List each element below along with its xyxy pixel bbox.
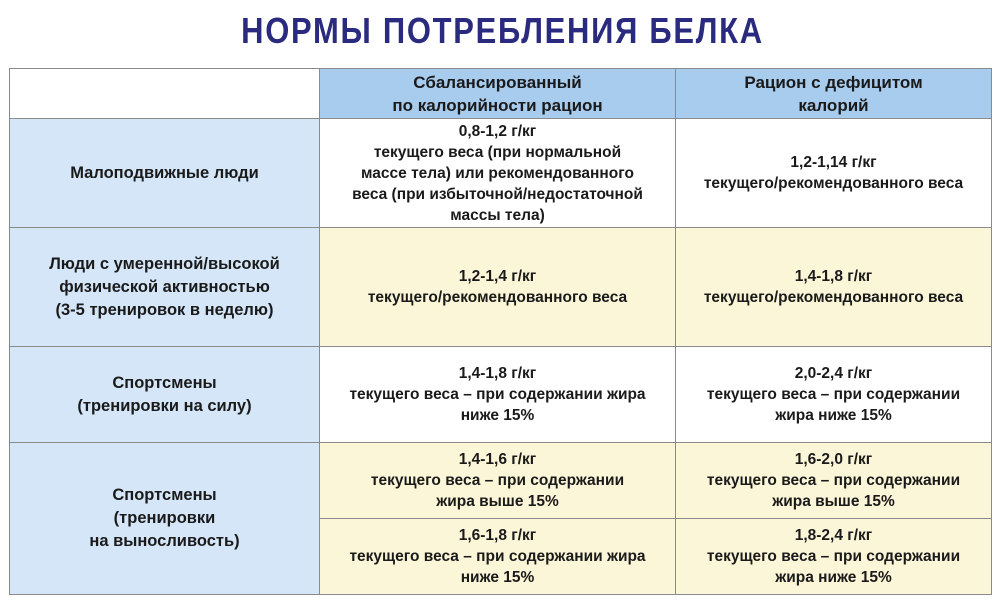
cell-active-deficit: 1,4-1,8 г/кг текущего/рекомендованного веса xyxy=(676,228,992,347)
cell-active-balanced: 1,2-1,4 г/кг текущего/рекомендованного веса xyxy=(320,228,676,347)
row-label-active: Люди с умеренной/высокой физической активностью (3-5 тренировок в неделю) xyxy=(10,228,320,347)
table-row-sedentary xyxy=(10,119,992,228)
header-corner-cell xyxy=(10,69,320,119)
cell-strength-deficit: 2,0-2,4 г/кг текущего веса – при содержании жира ниже 15% xyxy=(676,347,992,443)
table-header-row xyxy=(10,69,992,119)
header-balanced-diet: Сбалансированный по калорийности рацион xyxy=(320,69,676,119)
table-row-active xyxy=(10,228,992,347)
cell-endurance-low-fat-balanced: 1,6-1,8 г/кг текущего веса – при содержании жира ниже 15% xyxy=(320,519,676,595)
page-title: НОРМЫ ПОТРЕБЛЕНИЯ БЕЛКА xyxy=(241,10,764,51)
cell-sedentary-deficit: 1,2-1,14 г/кг текущего/рекомендованного веса xyxy=(676,119,992,228)
header-calorie-deficit: Рацион с дефицитом калорий xyxy=(676,69,992,119)
row-label-endurance: Спортсмены (тренировки на выносливость) xyxy=(10,443,320,595)
protein-norms-table xyxy=(9,68,992,595)
cell-endurance-low-fat-deficit: 1,8-2,4 г/кг текущего веса – при содержании жира ниже 15% xyxy=(676,519,992,595)
cell-strength-balanced: 1,4-1,8 г/кг текущего веса – при содержании жира ниже 15% xyxy=(320,347,676,443)
table-row-strength xyxy=(10,347,992,443)
row-label-sedentary: Малоподвижные люди xyxy=(10,119,320,228)
cell-sedentary-balanced: 0,8-1,2 г/кг текущего веса (при нормальной массе тела) или рекомендованного веса (при избыточной/недостаточной массы тела) xyxy=(320,119,676,228)
cell-endurance-high-fat-balanced: 1,4-1,6 г/кг текущего веса – при содержании жира выше 15% xyxy=(320,443,676,519)
row-label-strength: Спортсмены (тренировки на силу) xyxy=(10,347,320,443)
table-row-endurance-high-fat xyxy=(10,443,992,519)
cell-endurance-high-fat-deficit: 1,6-2,0 г/кг текущего веса – при содержании жира выше 15% xyxy=(676,443,992,519)
